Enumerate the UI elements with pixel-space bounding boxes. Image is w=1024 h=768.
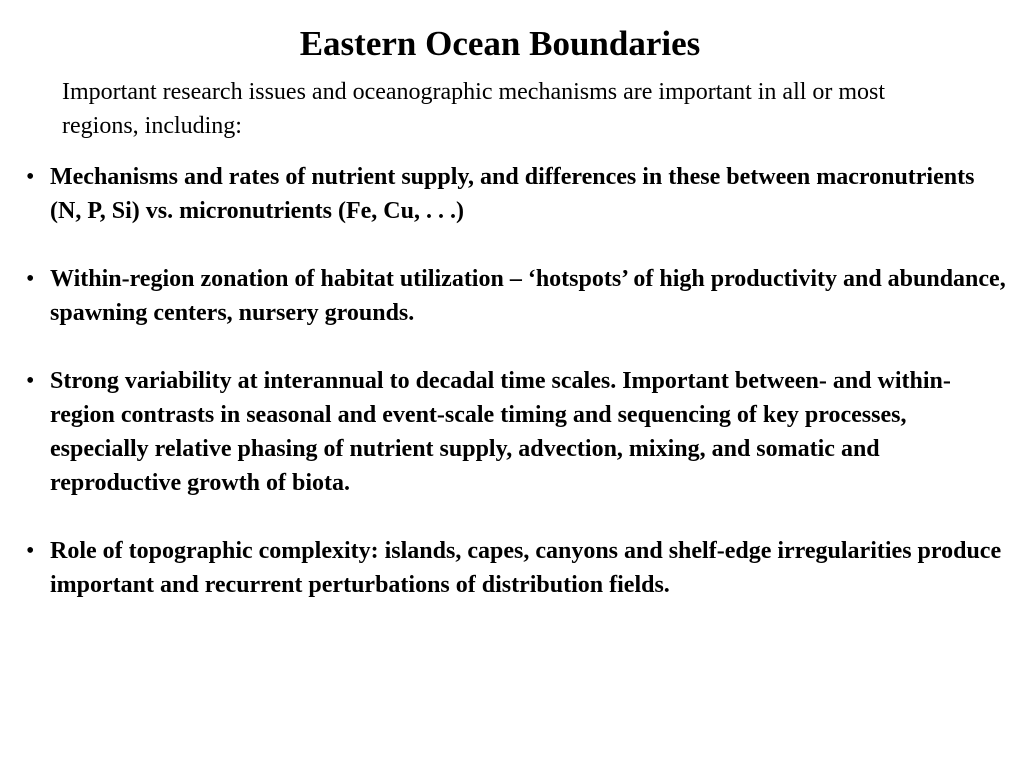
bullet-text: Role of topographic complexity: islands, capes, canyons and shelf-edge irregularities produce important and recurrent perturbations of distribution fields.	[50, 538, 1002, 598]
bullet-text: Within-region zonation of habitat utilization – ‘hotspots’ of high productivity and abundance, spawning centers, nursery grounds.	[50, 266, 1006, 326]
bullet-item	[26, 534, 1006, 602]
bullet-item	[26, 262, 1006, 330]
slide-title: Eastern Ocean Boundaries	[299, 24, 701, 63]
bullet-item	[26, 364, 1006, 500]
bullet-marker: •	[26, 538, 35, 564]
bullet-marker: •	[26, 368, 35, 394]
bullet-text: Strong variability at interannual to decadal time scales. Important between- and within-region contrasts in seasonal and event-scale timing and sequencing of key processes, especially relative phasing of nutrient supply, advection, mixing, and somatic and reproductive growth of biota.	[50, 368, 951, 496]
bullet-item	[26, 160, 1006, 228]
slide-subtitle: Important research issues and oceanographic mechanisms are important in all or most regions, including:	[62, 79, 886, 139]
bullet-marker: •	[26, 266, 35, 292]
bullet-list	[26, 160, 1006, 636]
bullet-marker: •	[26, 164, 35, 190]
bullet-text: Mechanisms and rates of nutrient supply, and differences in these between macronutrients (N, P, Si) vs. micronutrients (Fe, Cu, . . .)	[50, 164, 975, 224]
